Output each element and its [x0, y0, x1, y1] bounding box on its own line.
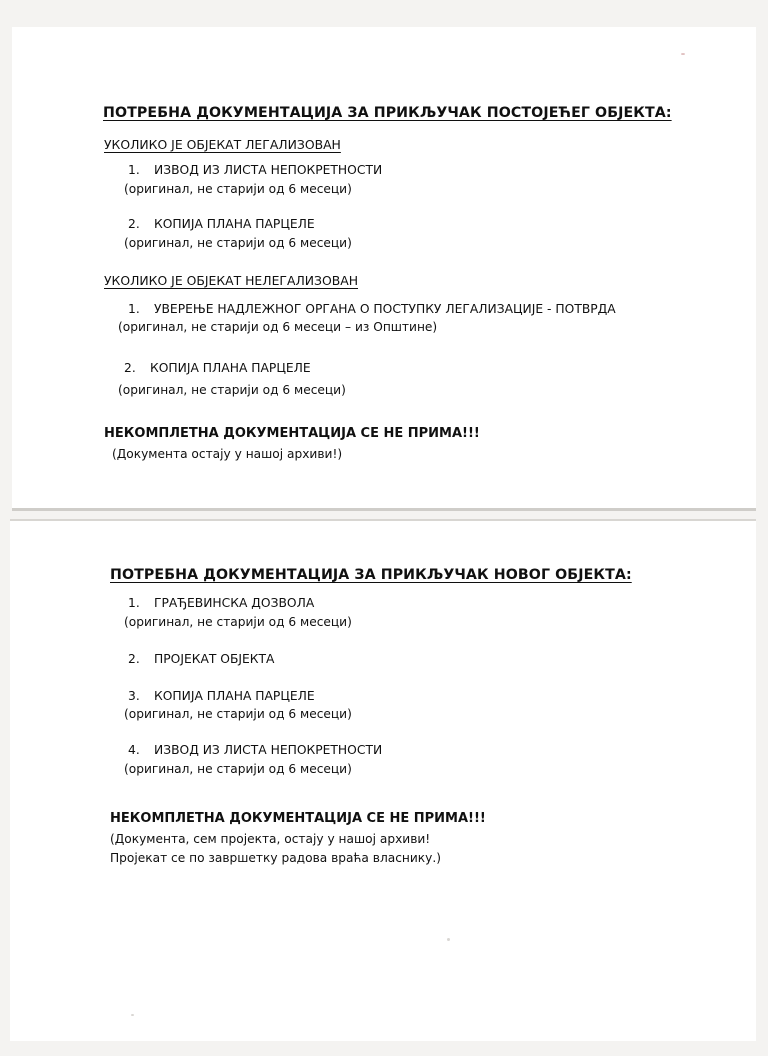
list-item-note: (оригинал, не старији од 6 месеци): [124, 236, 352, 250]
list-item-text: КОПИЈА ПЛАНА ПАРЦЕЛЕ: [150, 361, 311, 375]
list-item-number: 1.: [128, 596, 140, 610]
page-2-warning-note-1: (Документа, сем пројекта, остају у нашој архиви!: [110, 832, 431, 846]
scan-speck: [447, 938, 450, 941]
list-item: [128, 217, 315, 231]
list-item-note: (оригинал, не старији од 6 месеци): [124, 762, 352, 776]
list-item-number: 4.: [128, 743, 140, 757]
page-1-warning: НЕКОМПЛЕТНА ДОКУМЕНТАЦИЈА СЕ НЕ ПРИМА!!!: [104, 426, 480, 441]
page-2-warning-note-2: Пројекат се по завршетку радова враћа власнику.): [110, 851, 442, 865]
list-item-note: (оригинал, не старији од 6 месеци): [118, 383, 346, 397]
list-item-note: (оригинал, не старији од 6 месеци): [124, 707, 352, 721]
list-item: [128, 689, 315, 703]
list-item: [128, 743, 382, 757]
page-2-title: ПОТРЕБНА ДОКУМЕНТАЦИЈА ЗА ПРИКЉУЧАК НОВОГ ОБЈЕКТА:: [110, 567, 632, 583]
list-item-text: УВЕРЕЊЕ НАДЛЕЖНОГ ОРГАНА О ПОСТУПКУ ЛЕГАЛИЗАЦИЈЕ - ПОТВРДА: [154, 302, 616, 316]
page-1-section-2-heading: УКОЛИКО ЈЕ ОБЈЕКАТ НЕЛЕГАЛИЗОВАН: [104, 273, 359, 288]
page-1-section-1-heading: УКОЛИКО ЈЕ ОБЈЕКАТ ЛЕГАЛИЗОВАН: [104, 137, 341, 152]
list-item-note: (оригинал, не старији од 6 месеци): [124, 182, 352, 196]
list-item-number: 2.: [128, 652, 140, 666]
page-2-warning: НЕКОМПЛЕТНА ДОКУМЕНТАЦИЈА СЕ НЕ ПРИМА!!!: [110, 811, 486, 826]
page-1-warning-note: (Документа остају у нашој архиви!): [112, 447, 343, 461]
list-item-number: 3.: [128, 689, 140, 703]
list-item: [128, 652, 274, 666]
document-page-2: [10, 521, 756, 1041]
list-item: [128, 596, 314, 610]
scan-speck: [131, 1014, 134, 1016]
page-1-title: ПОТРЕБНА ДОКУМЕНТАЦИЈА ЗА ПРИКЉУЧАК ПОСТОЈЕЋЕГ ОБЈЕКТА:: [103, 105, 672, 121]
list-item-number: 2.: [124, 361, 136, 375]
list-item: [128, 302, 616, 316]
list-item-text: КОПИЈА ПЛАНА ПАРЦЕЛЕ: [154, 689, 315, 703]
list-item-number: 1.: [128, 302, 140, 316]
list-item-number: 1.: [128, 163, 140, 177]
list-item-text: ПРОЈЕКАТ ОБЈЕКТА: [154, 652, 275, 666]
list-item-number: 2.: [128, 217, 140, 231]
page-1-bottom-edge: [12, 508, 756, 511]
list-item: [124, 361, 311, 375]
list-item: [128, 163, 382, 177]
list-item-note: (оригинал, не старији од 6 месеци): [124, 615, 352, 629]
list-item-note: (оригинал, не старији од 6 месеци – из Општине): [118, 320, 438, 334]
list-item-text: ГРАЂЕВИНСКА ДОЗВОЛА: [154, 596, 315, 610]
list-item-text: КОПИЈА ПЛАНА ПАРЦЕЛЕ: [154, 217, 315, 231]
list-item-text: ИЗВОД ИЗ ЛИСТА НЕПОКРЕТНОСТИ: [154, 743, 383, 757]
scan-speck: [681, 53, 685, 55]
list-item-text: ИЗВОД ИЗ ЛИСТА НЕПОКРЕТНОСТИ: [154, 163, 383, 177]
